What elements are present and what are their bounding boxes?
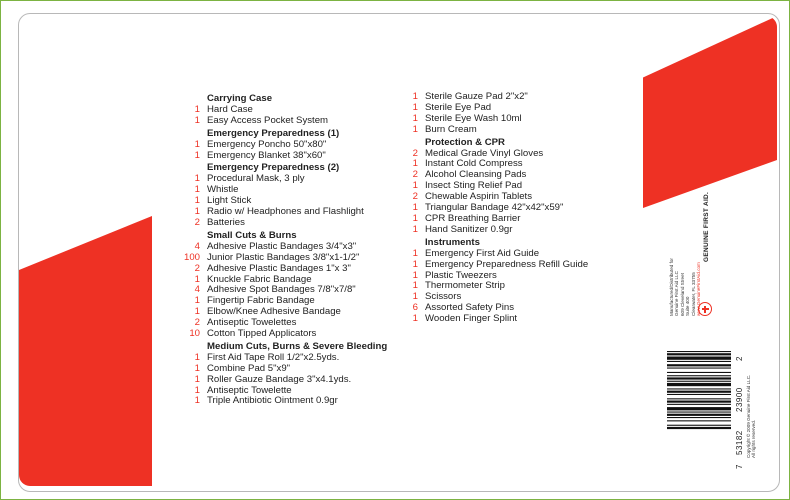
list-item [180,253,402,264]
list-item [180,375,402,386]
item-name: Emergency First Aid Guide [425,247,540,259]
item-quantity: 1 [194,273,200,285]
item-quantity: 1 [412,291,418,303]
item-quantity: 100 [183,251,200,263]
section-heading: Small Cuts & Burns [207,229,297,241]
manufacturer-block [669,258,701,316]
list-item [180,116,402,127]
barcode-check-digit: 2 [735,356,744,361]
list-item [400,225,630,236]
item-quantity: 1 [194,295,200,307]
list-item [180,329,402,340]
item-quantity: 2 [412,191,418,203]
item-quantity: 2 [194,262,200,274]
item-quantity: 1 [194,103,200,115]
barcode-bar [667,377,731,379]
item-name: Roller Gauze Bandage 3"x4.1yds. [207,373,352,385]
item-name: Alcohol Cleansing Pads [425,169,527,181]
barcode-bar [667,357,731,360]
item-name: Whistle [207,184,239,196]
contents-column-right [400,92,630,325]
item-name: CPR Breathing Barrier [425,212,521,224]
list-item [180,218,402,229]
item-name: Procedural Mask, 3 ply [207,173,305,185]
item-name: Cotton Tipped Applicators [207,328,317,340]
list-item [180,140,402,151]
barcode-bar [667,375,731,376]
item-name: First Aid Tape Roll 1/2"x2.5yds. [207,351,340,363]
item-name: Plastic Tweezers [425,269,497,281]
item-quantity: 1 [194,195,200,207]
item-name: Emergency Poncho 50"x80" [207,138,327,150]
item-name: Burn Cream [425,123,477,135]
barcode-group1: 53182 [735,430,744,455]
barcode-bar [667,351,731,352]
mfg-line: Genuine First Aid LLC [674,271,680,316]
item-quantity: 2 [412,169,418,181]
item-name: Antiseptic Towelette [207,384,292,396]
item-name: Knuckle Fabric Bandage [207,273,312,285]
item-quantity: 1 [412,212,418,224]
item-name: Hard Case [207,103,253,115]
item-quantity: 1 [412,313,418,325]
item-name: Insect Sting Relief Pad [425,180,523,192]
item-quantity: 6 [412,302,418,314]
item-name: Batteries [207,216,245,228]
item-name: Light Stick [207,195,252,207]
item-name: Wooden Finger Splint [425,313,518,325]
barcode [667,351,731,463]
item-quantity: 1 [412,280,418,292]
barcode-bar [667,388,731,389]
item-quantity: 1 [194,206,200,218]
section-heading: Protection & CPR [425,136,505,148]
contents-column-left [180,92,402,407]
item-quantity: 1 [194,114,200,126]
item-name: Medical Grade Vinyl Gloves [425,147,544,159]
barcode-bar [667,383,731,386]
website-link: www.GenuineFirstAid.com [696,262,702,316]
section-heading: Emergency Preparedness (1) [207,127,340,139]
item-name: Sterile Eye Wash 10ml [425,112,522,124]
section-heading: Carrying Case [207,93,273,104]
item-quantity: 4 [194,284,200,296]
item-quantity: 1 [412,123,418,135]
item-quantity: 1 [412,101,418,113]
item-quantity: 1 [412,269,418,281]
barcode-bar [667,361,731,362]
item-quantity: 1 [194,138,200,150]
item-name: Scissors [425,291,462,303]
item-quantity: 4 [194,240,200,252]
item-name: Sterile Gauze Pad 2"x2" [425,91,528,102]
list-item [400,314,630,325]
barcode-bar [667,401,731,403]
barcode-bar [667,412,731,413]
copyright-block [746,375,757,458]
barcode-bar [667,427,731,429]
item-name: Hand Sanitizer 0.9gr [425,223,513,235]
barcode-bar [667,364,731,366]
item-quantity: 1 [194,384,200,396]
item-name: Adhesive Plastic Bandages 1"x 3" [207,262,351,274]
mfg-line: Suite 400 [685,296,691,316]
item-name: Adhesive Spot Bandages 7/8"x7/8" [207,284,356,296]
item-quantity: 10 [189,328,200,340]
item-quantity: 1 [412,202,418,214]
list-item [400,260,630,271]
item-name: Radio w/ Headphones and Flashlight [207,206,364,218]
item-quantity: 2 [194,216,200,228]
item-quantity: 1 [412,247,418,259]
copyright-line: Copyright © 2009 Genuine First Aid LLC. [746,374,751,458]
barcode-group2: 23900 [735,387,744,412]
brand-name: GENUINE FIRST AID. [703,191,710,262]
item-name: Easy Access Pocket System [207,114,329,126]
barcode-first-digit: 7 [735,464,744,469]
barcode-bar [667,372,731,373]
barcode-bar [667,398,731,399]
barcode-bar [667,394,731,395]
item-name: Instant Cold Compress [425,158,523,170]
item-quantity: 1 [412,112,418,124]
item-quantity: 1 [412,223,418,235]
item-quantity: 1 [412,258,418,270]
item-name: Fingertip Fabric Bandage [207,295,315,307]
item-name: Sterile Eye Pad [425,101,492,113]
barcode-bar [667,353,731,355]
item-name: Emergency Preparedness Refill Guide [425,258,589,270]
item-quantity: 1 [194,395,200,407]
mfg-line: Manufactured/Distributed for [669,258,674,316]
item-name: Combine Pad 5"x9" [207,362,291,374]
list-item [400,125,630,136]
barcode-bar [667,368,731,369]
item-quantity: 1 [194,362,200,374]
item-quantity: 2 [194,317,200,329]
list-item [180,264,402,275]
section-heading: Instruments [425,236,480,248]
item-quantity: 1 [194,306,200,318]
item-quantity: 2 [412,147,418,159]
mfg-line: Clearwater, FL 33755 [690,272,696,316]
barcode-bar [667,420,731,421]
barcode-bar [667,417,731,418]
item-name: Junior Plastic Bandages 3/8"x1-1/2" [207,251,360,263]
list-item [180,396,402,407]
item-quantity: 1 [194,373,200,385]
barcode-bar [667,404,731,405]
item-quantity: 1 [412,91,418,102]
item-quantity: 1 [194,351,200,363]
barcode-bar [667,425,731,426]
item-name: Assorted Safety Pins [425,302,515,314]
section-heading: Medium Cuts, Burns & Severe Bleeding [207,340,388,352]
item-name: Emergency Blanket 38"x60" [207,149,326,161]
item-quantity: 1 [412,158,418,170]
item-name: Triple Antibiotic Ointment 0.9gr [207,395,338,407]
item-quantity: 1 [194,173,200,185]
mfg-line: 609 Cleveland Street [679,273,685,316]
item-name: Thermometer Strip [425,280,505,292]
barcode-bar [667,381,731,382]
item-name: Chewable Aspirin Tablets [425,191,533,203]
barcode-bar [667,414,731,416]
item-quantity: 1 [412,180,418,192]
copyright-line: All rights reserved. [751,419,757,458]
item-quantity: 1 [194,149,200,161]
item-name: Triangular Bandage 42"x42"x59" [425,202,564,214]
section-heading: Emergency Preparedness (2) [207,162,340,174]
list-item [400,249,630,260]
barcode-bar [667,391,731,393]
item-quantity: 1 [194,184,200,196]
item-name: Elbow/Knee Adhesive Bandage [207,306,341,318]
item-name: Antiseptic Towelettes [207,317,297,329]
item-name: Adhesive Plastic Bandages 3/4"x3" [207,240,357,252]
list-item [180,151,402,162]
barcode-bar [667,407,731,410]
